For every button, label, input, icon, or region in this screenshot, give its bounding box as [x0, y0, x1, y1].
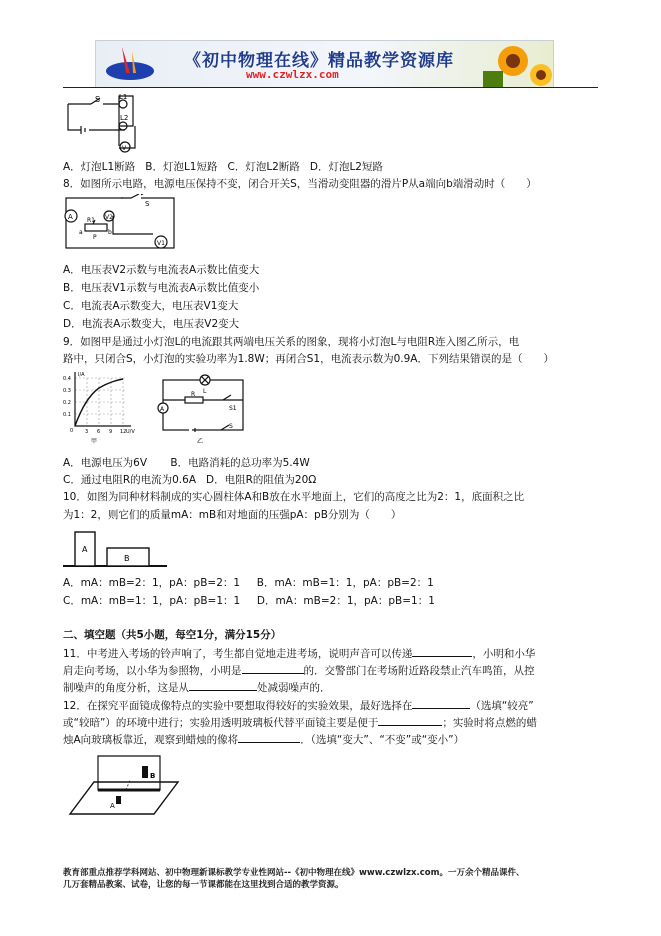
q8-fig-label-a-end: a — [79, 229, 83, 236]
q12-text: 或“较暗”）的环境中进行；实验用透明玻璃板代替平面镜主要是便于 — [63, 717, 379, 729]
q9-graph-ytick: 0.2 — [63, 400, 71, 406]
q10-option-b: B．mA：mB=1：1，pA：pB=2：1 — [256, 577, 434, 589]
q9-graph-ytick: 0.3 — [63, 388, 71, 394]
q8-option-b: B．电压表V1示数与电流表A示数比值变小 — [63, 282, 260, 294]
logo-icon — [100, 41, 160, 87]
q11-blank-3[interactable] — [189, 680, 257, 691]
q9-circuit-label-s: S — [229, 423, 233, 430]
q11-blank-1[interactable] — [412, 646, 472, 657]
q12-fig-label-b: B — [150, 772, 156, 780]
q9-graph-xtick: 9 — [109, 429, 113, 435]
q10-option-d: D．mA：mB=2：1，pA：pB=1：1 — [256, 595, 435, 607]
q9-circuit-figure — [155, 370, 247, 446]
q12-text: ；实验时将点燃的蜡 — [442, 717, 537, 729]
q12-line2 — [63, 715, 537, 730]
q8-fig-label-b-end: b — [108, 229, 112, 236]
footer — [63, 867, 603, 891]
q9-stem-line2: 路中，只闭合S，小灯泡的实验功率为1.8W；再闭合S1，电流表示数为0.9A．下列结果错误的是（ ） — [63, 353, 554, 365]
q9-circuit-label-r: R — [191, 391, 196, 398]
q9-graph-ytick: 0.4 — [63, 376, 71, 382]
q8-stem: 8．如图所示电路，电源电压保持不变，闭合开关S，当滑动变阻器的滑片P从a端向b端滑动时（ ） — [63, 178, 537, 190]
q9-option-d: D．电阻R的阻值为20Ω — [206, 474, 317, 486]
q9-option-a: A．电源电压为6V — [63, 457, 148, 469]
q12-text: （选填“较亮” — [470, 700, 534, 712]
q12-text: 烛A向玻璃板靠近，观察到蜡烛的像将 — [63, 734, 239, 746]
section2-heading: 二、填空题（共5小题，每空1分，满分15分） — [63, 629, 282, 641]
q8-option-d: D．电流表A示数变大，电压表V2变大 — [63, 318, 240, 330]
q9-option-b: B．电路消耗的总功率为5.4W — [170, 457, 310, 469]
q7-fig-label-l1: L1 — [119, 93, 128, 101]
q11-text: 肩走向考场，以小华为参照物，小明是 — [63, 665, 242, 677]
header-title: 《初中物理在线》精品教学资源库 — [184, 51, 454, 71]
header-banner — [95, 40, 554, 88]
q12-text: ．（选填“变大”、“不变”或“变小”） — [300, 734, 465, 746]
q10-stem-line1: 10．如图为同种材料制成的实心圆柱体A和B放在水平地面上，它们的高度之比为2：1，底面积之比 — [63, 491, 525, 503]
q10-fig-label-b: B — [124, 554, 130, 563]
q7-fig-label-s: S — [95, 95, 101, 104]
q10-fig-label-a: A — [82, 545, 88, 554]
footer-line1: 教育部重点推荐学科网站、初中物理新课标教学专业性网站--《初中物理在线》www.czwlzx.com。一万余个精品课件、 — [63, 868, 525, 878]
q7-option-b: B．灯泡L1短路 — [145, 161, 218, 173]
q8-fig-label-r1: R1 — [87, 217, 95, 224]
q10-options-row2 — [63, 594, 435, 608]
q11-text: 制噪声的角度分析，这是从 — [63, 682, 189, 694]
q8-option-a: A．电压表V2示数与电流表A示数比值变大 — [63, 264, 260, 276]
q12-line1 — [63, 698, 534, 713]
q8-fig-label-a: A — [68, 213, 73, 221]
q12-blank-2[interactable] — [378, 715, 442, 726]
q11-blank-2[interactable] — [242, 663, 304, 674]
q7-circuit-figure — [63, 92, 143, 154]
q9-circuit-caption: 乙 — [197, 438, 204, 445]
q11-text: 处减弱噪声的． — [257, 682, 331, 694]
q9-options-row2 — [63, 473, 316, 487]
q9-graph-xtick: 6 — [97, 429, 101, 435]
q11-line2 — [63, 663, 535, 678]
q8-circuit-figure — [63, 194, 178, 256]
q9-iu-graph — [63, 370, 138, 446]
q7-fig-label-l2: L2 — [120, 114, 129, 122]
q9-graph-xtick: 12 — [120, 429, 127, 435]
q9-circuit-label-l: L — [203, 388, 207, 395]
header-rule — [63, 87, 598, 88]
q10-options-row1 — [63, 576, 434, 590]
q10-option-c: C．mA：mB=1：1，pA：pB=1：1 — [63, 595, 241, 607]
q11-text: ，小明和小华 — [472, 648, 536, 660]
q10-cylinders-figure — [63, 528, 168, 568]
q8-option-c: C．电流表A示数变大，电压表V1变大 — [63, 300, 239, 312]
q9-graph-ytick: 0.1 — [63, 412, 71, 418]
q7-option-d: D．灯泡L2短路 — [309, 161, 383, 173]
q8-fig-label-v1: V1 — [157, 240, 165, 247]
sunflower-icon — [473, 41, 553, 87]
q12-fig-label-a: A — [110, 802, 115, 810]
q9-graph-xtick: 3 — [85, 429, 89, 435]
q11-text: 11．中考进入考场的铃声响了，考生都自觉地走进考场，说明声音可以传递 — [63, 648, 413, 660]
footer-line2: 几万套精品教案、试卷，让您的每一节课都能在这里找到合适的教学资源。 — [63, 880, 344, 890]
q9-graph-origin: 0 — [70, 428, 74, 434]
q7-option-a: A．灯泡L1断路 — [63, 161, 136, 173]
q11-line1 — [63, 646, 535, 661]
q11-text: 的．交警部门在考场附近路段禁止汽车鸣笛，从控 — [303, 665, 535, 677]
q7-fig-label-v: V — [122, 145, 127, 152]
q8-fig-label-s: S — [145, 200, 150, 208]
q9-circuit-label-s1: S1 — [229, 405, 237, 412]
q12-line3 — [63, 732, 464, 747]
header-url: www.czwlzx.com — [246, 68, 339, 81]
q12-text: 12．在探究平面镜成像特点的实验中要想取得较好的实验效果，最好选择在 — [63, 700, 413, 712]
q10-stem-line2: 为1：2，则它们的质量mA：mB和对地面的压强pA：pB分别为（ ） — [63, 509, 402, 521]
q10-option-a: A．mA：mB=2：1，pA：pB=2：1 — [63, 577, 241, 589]
q12-mirror-figure — [68, 750, 180, 820]
q7-option-c: C．灯泡L2断路 — [227, 161, 300, 173]
q9-stem-line1: 9．如图甲是通过小灯泡L的电流跟其两端电压关系的图象，现将小灯泡L与电阻R连入图乙所示，电 — [63, 336, 520, 348]
q9-option-c: C．通过电阻R的电流为0.6A — [63, 474, 197, 486]
q9-graph-ylabel: I/A — [78, 372, 85, 378]
q8-fig-label-p: P — [93, 234, 97, 241]
q12-blank-1[interactable] — [412, 698, 470, 709]
q11-line3 — [63, 680, 331, 695]
q9-options-row1 — [63, 456, 310, 470]
q9-graph-caption: 甲 — [91, 438, 98, 445]
q7-options-row — [63, 160, 383, 174]
q9-circuit-label-a: A — [160, 406, 165, 413]
q8-fig-label-v2: V2 — [105, 214, 113, 221]
q12-blank-3[interactable] — [238, 732, 300, 743]
q9-graph-xlabel: U/V — [126, 429, 135, 435]
